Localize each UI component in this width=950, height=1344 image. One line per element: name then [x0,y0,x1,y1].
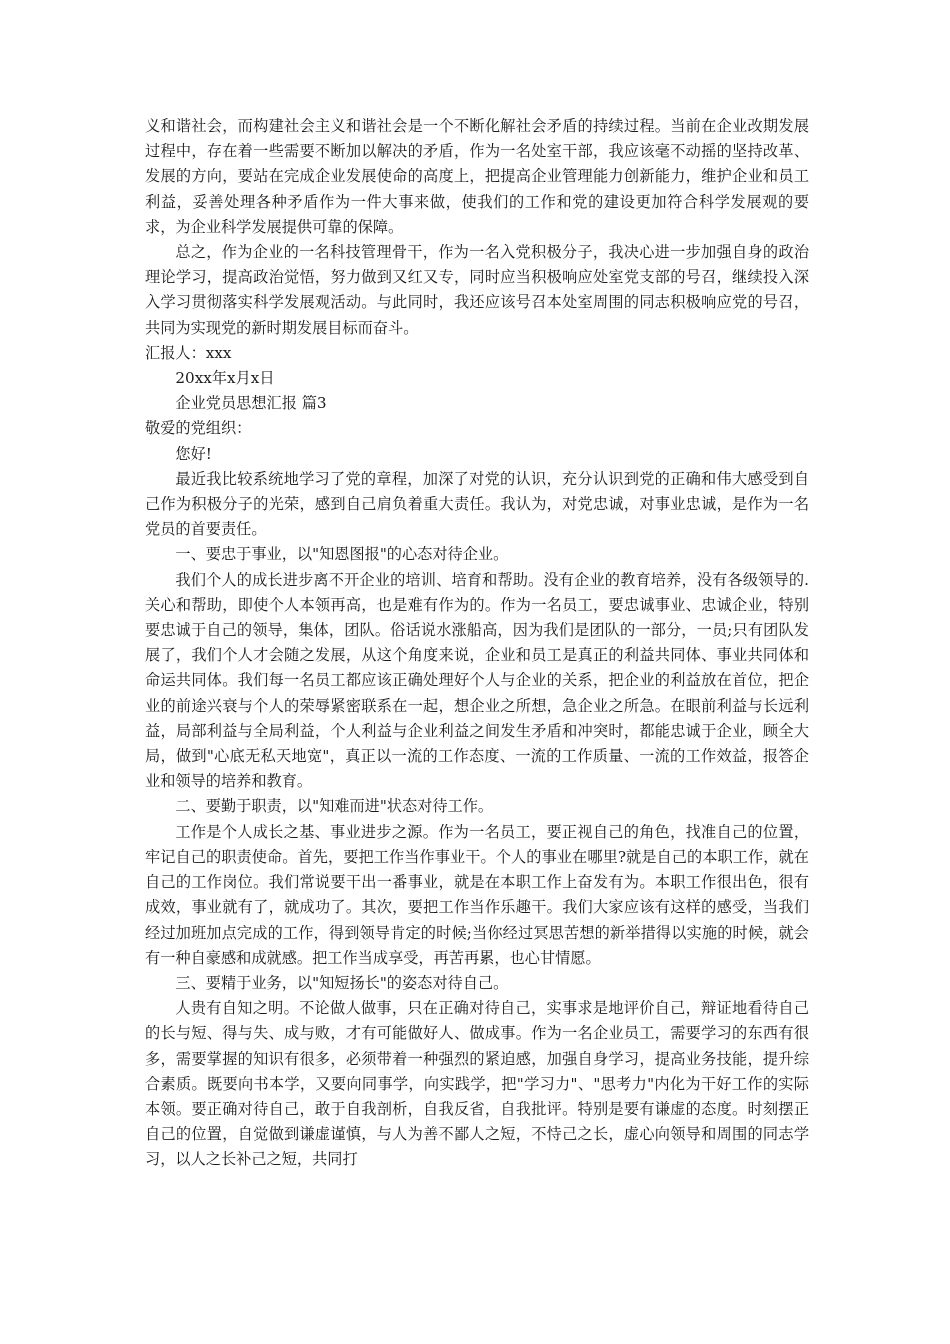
date-line: 20xx年x月x日 [175,369,275,388]
paragraph-harmony-society: 义和谐社会，而构建社会主义和谐社会是一个不断化解社会矛盾的持续过程。当前在企业改期发展过程中，存在着一些需要不断加以解决的矛盾，作为一名处室干部，我应该毫不动摇的坚持改革、发展的方向，要站在完成企业发展使命的高度上，把提高企业管理能力创新能力，维护企业和员工利益，妥善处理各种矛盾作为一件大事来做，使我们的工作和党的建设更加符合科学发展观的要求，为企业科学发展提供可靠的保障。 [145,117,809,236]
heading-point-three: 三、要精于业务，以"知短扬长"的姿态对待自己。 [175,973,509,992]
document-page [145,114,809,1173]
heading-point-one: 一、要忠于事业，以"知恩图报"的心态对待企业。 [175,545,509,564]
reporter-line: 汇报人：xxx [145,343,232,362]
greeting: 您好! [175,444,212,463]
heading-point-two: 二、要勤于职责，以"知难而进"状态对待工作。 [175,797,494,816]
paragraph-intro: 最近我比较系统地学习了党的章程，加深了对党的认识，充分认识到党的正确和伟大感受到自己作为积极分子的光荣，感到自己肩负着重大责任。我认为，对党忠诚，对事业忠诚，是作为一名党员的首要责任。 [145,469,809,539]
salutation: 敬爱的党组织： [145,419,252,438]
paragraph-conclusion: 总之，作为企业的一名科技管理骨干，作为一名入党积极分子，我决心进一步加强自身的政治理论学习，提高政治觉悟，努力做到又红又专，同时应当积极响应处室党支部的号召，继续投入深入学习贯彻落实科学发展观活动。与此同时，我还应该号召本处室周围的同志积极响应党的号召，共同为实现党的新时期发展目标而奋斗。 [145,243,809,337]
section-title: 企业党员思想汇报 篇3 [175,394,327,413]
paragraph-point-one: 我们个人的成长进步离不开企业的培训、培育和帮助。没有企业的教育培养，没有各级领导的.关心和帮助，即使个人本领再高，也是难有作为的。作为一名员工，要忠诚事业、忠诚企业，特别要忠诚于自己的领导，集体，团队。俗话说水涨船高，因为我们是团队的一部分，一员;只有团队发展了，我们个人才会随之发展，从这个角度来说，企业和员工是真正的利益共同体、事业共同体和命运共同体。我们每一名员工都应该正确处理好个人与企业的关系，把企业的利益放在首位，把企业的前途兴衰与个人的荣辱紧密联系在一起，想企业之所想，急企业之所急。在眼前利益与长远利益，局部利益与全局利益，个人利益与企业利益之间发生矛盾和冲突时，都能忠诚于企业，顾全大局，做到"心底无私天地宽"，真正以一流的工作态度、一流的工作质量、一流的工作效益，报答企业和领导的培养和教育。 [145,570,809,791]
paragraph-point-three: 人贵有自知之明。不论做人做事，只在正确对待自己，实事求是地评价自己，辩证地看待自己的长与短、得与失、成与败，才有可能做好人、做成事。作为一名企业员工，需要学习的东西有很多，需要掌握的知识有很多，必须带着一种强烈的紧迫感，加强自身学习，提高业务技能，提升综合素质。既要向书本学，又要向同事学，向实践学，把"学习力"、"思考力"内化为干好工作的实际本领。要正确对待自己，敢于自我剖析，自我反省，自我批评。特别是要有谦虚的态度。时刻摆正自己的位置，自觉做到谦虚谨慎，与人为善不鄙人之短，不恃己之长，虚心向领导和周围的同志学习，以人之长补己之短，共同打 [145,999,809,1169]
paragraph-point-two: 工作是个人成长之基、事业进步之源。作为一名员工，要正视自己的角色，找准自己的位置，牢记自己的职责使命。首先，要把工作当作事业干。个人的事业在哪里?就是自己的本职工作，就在自己的工作岗位。我们常说要干出一番事业，就是在本职工作上奋发有为。本职工作很出色，很有成效，事业就有了，就成功了。其次，要把工作当作乐趣干。我们大家应该有这样的感受，当我们经过加班加点完成的工作，得到领导肯定的时候;当你经过冥思苦想的新举措得以实施的时候，就会有一种自豪感和成就感。把工作当成享受，再苦再累，也心甘情愿。 [145,822,809,967]
